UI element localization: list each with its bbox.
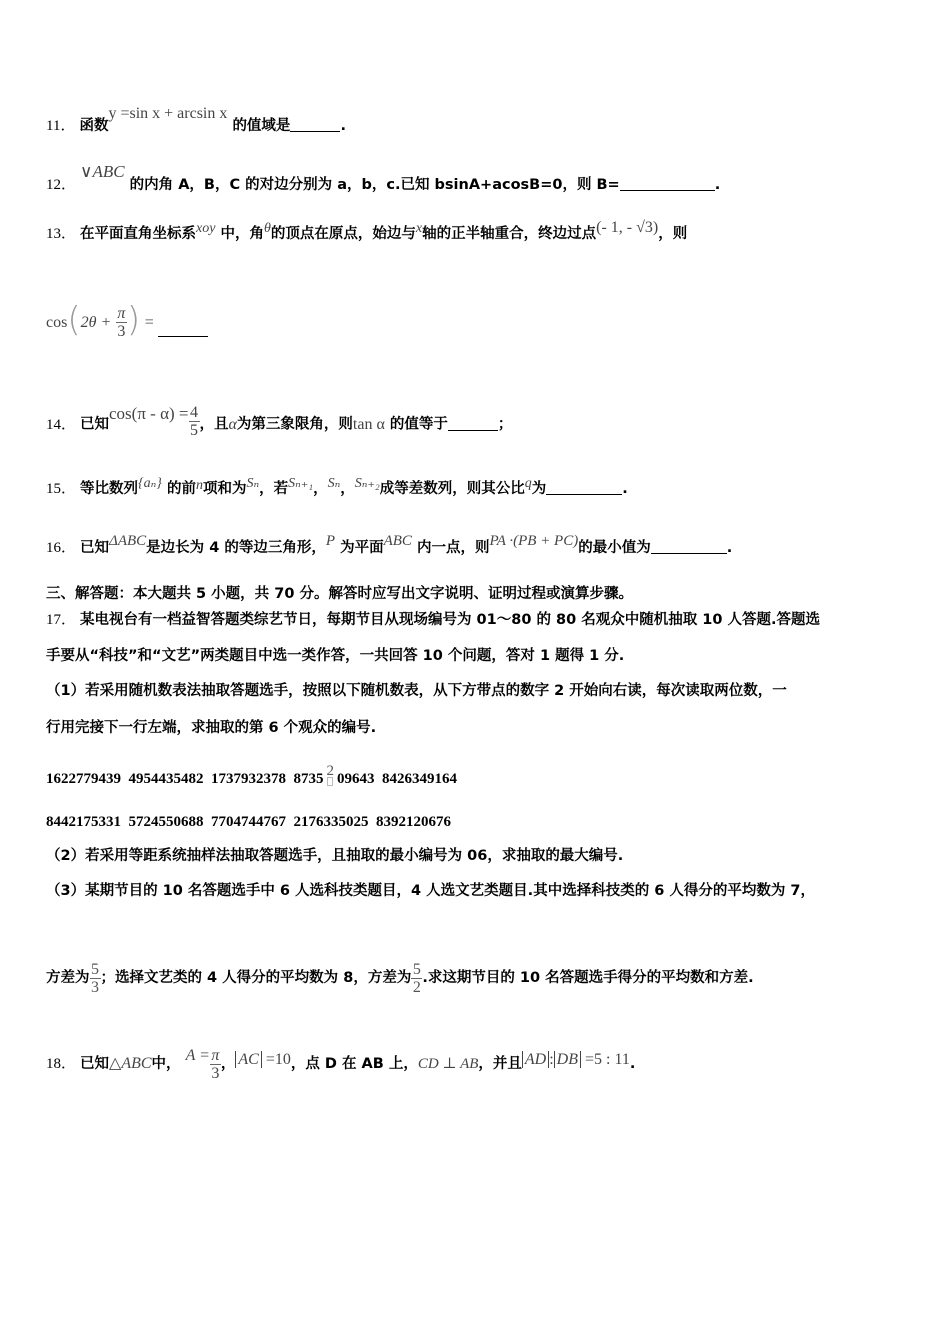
question-12: 12．∨ABC 的内角 A，B，C 的对边分别为 a，b，c.已知 bsinA+acosB=0，则 B= . — [46, 162, 721, 193]
answer-blank — [290, 117, 340, 132]
question-17-part2: （2）若采用等距系统抽样法抽取答题选手，且抽取的最小编号为 06，求抽取的最大编号. — [46, 848, 624, 864]
formula: ∨ABC — [80, 162, 125, 181]
question-17-part1: （1）若采用随机数表法抽取答题选手，按照以下随机数表，从下方带点的数字 2 开始向右读，每次读取两位数，一 — [46, 683, 787, 699]
question-17-part3: （3）某期节目的 10 名答题选手中 6 人选科技类题目，4 人选文艺类题目.其中选择科技类的 6 人得分的平均数为 7， — [46, 883, 816, 899]
question-15: 15． 等比数列{aₙ} 的前n项和为Sₙ，若Sₙ₊₁，Sₙ，Sₙ₊₂成等差数列，则其公比q为 . — [46, 476, 628, 497]
question-17-line1: 17． 某电视台有一档益智答题类综艺节日，每期节目从现场编号为 01～80 的 80 名观众中随机抽取 10 人答题.答题选 — [46, 612, 821, 628]
question-17-part1-cont: 行用完接下一行左端，求抽取的第 6 个观众的编号. — [46, 720, 377, 736]
question-14: 14． 已知cos(π - α) = $\frac{4}{5}$ ，且α为第三象限角，则tan α 的值等于 ； — [46, 403, 513, 439]
question-18: 18． 已知△ABC中， A = $\frac{\pi}{3}$ ， AC =10，点 D 在 AB 上，CD ⊥ AB，并且 AD : DB =5 : 11. — [46, 1046, 636, 1082]
answer-blank — [546, 480, 622, 495]
question-16: 16． 已知ΔABC是边长为 4 的等边三角形，P 为平面ABC 内一点，则PA ·(PB + PC)的最小值为 . — [46, 533, 733, 556]
question-13: 13． 在平面直角坐标系xoy 中，角θ的顶点在原点，始边与x轴的正半轴重合，终边过点(- 1, - √3)，则 — [46, 219, 688, 242]
answer-blank — [158, 322, 208, 337]
formula: y =sin x + arcsin x — [108, 105, 228, 122]
question-11: 11． 函数y =sin x + arcsin x 的值域是 . — [46, 105, 346, 134]
section-header: 三、解答题：本大题共 5 小题，共 70 分。解答时应写出文字说明、证明过程或演算步骤。 — [46, 586, 633, 602]
random-table-row-1: 1622779439 4954435482 1737932378 8735 2 09643 8426349164 — [46, 763, 457, 787]
answer-blank — [620, 176, 715, 191]
random-table-row-2: 8442175331 5724550688 7704744767 2176335025 8392120676 — [46, 814, 451, 830]
dotted-digit: 2 — [327, 765, 335, 786]
question-17-line2: 手要从“科技”和“文艺”两类题目中选一类作答，一共回答 10 个问题，答对 1 题得 1 分. — [46, 648, 625, 664]
question-13-expression: cos(2θ + $\frac{\pi}{3}$ ) = — [46, 305, 208, 340]
answer-blank — [448, 416, 498, 431]
question-17-part3-cont: 方差为 $\frac{5}{3}$ ；选择文艺类的 4 人得分的平均数为 8，方差为 $\frac{5}{2}$ .求这期节目的 10 名答题选手得分的平均数和方差. — [46, 960, 754, 996]
answer-blank — [651, 539, 727, 554]
